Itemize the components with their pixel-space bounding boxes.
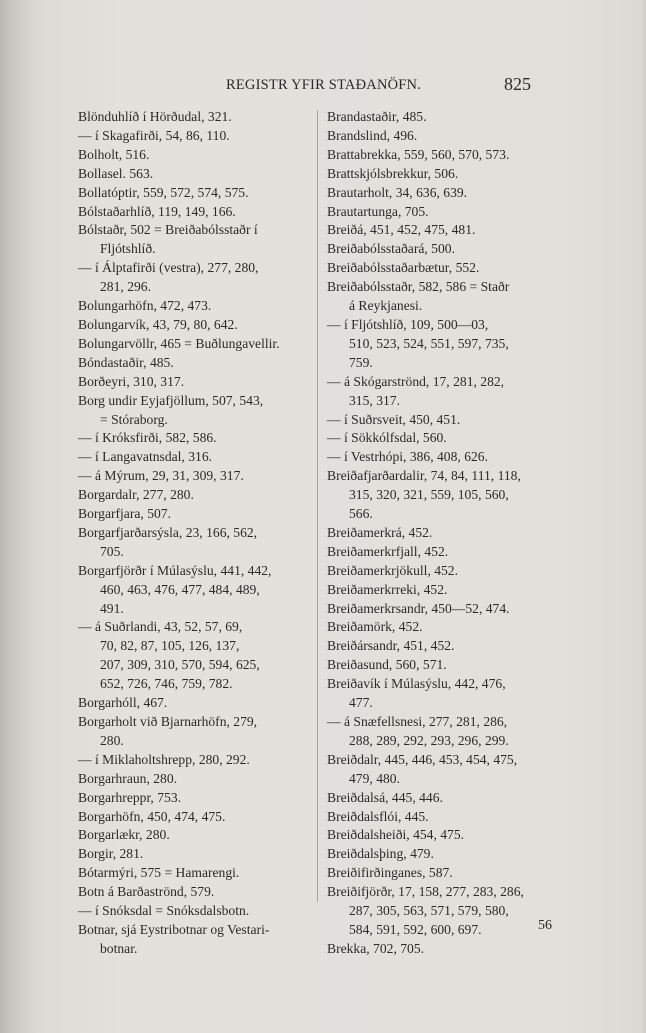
index-entry-line: Breiðavík í Múlasýslu, 442, 476, — [327, 676, 506, 692]
index-entry-continuation: 491. — [100, 600, 124, 616]
index-entry-continuation: 288, 289, 292, 293, 296, 299. — [349, 732, 509, 748]
index-entry — [327, 808, 562, 827]
index-entry — [327, 600, 562, 619]
index-entry — [78, 354, 308, 373]
index-entry — [78, 826, 308, 845]
index-entry — [327, 581, 562, 600]
index-entry-line: Breiðársandr, 451, 452. — [327, 638, 455, 654]
index-entry-continuation: botnar. — [100, 940, 138, 956]
index-entry — [327, 789, 562, 808]
index-entry — [78, 562, 308, 619]
index-entry-line: Bollasel. 563. — [78, 165, 154, 181]
index-entry — [327, 883, 562, 940]
index-entry — [327, 637, 562, 656]
index-entry-line: Borgarfjarðarsýsla, 23, 166, 562, — [78, 524, 258, 540]
index-column-right — [327, 108, 562, 959]
index-entry-continuation: 70, 82, 87, 105, 126, 137, — [100, 638, 240, 654]
index-entry — [78, 770, 308, 789]
index-entry-continuation: 566. — [349, 506, 373, 522]
index-entry — [327, 108, 562, 127]
index-entry-line: — í Vestrhópi, 386, 408, 626. — [327, 449, 488, 465]
index-entry-line: — í Króksfirði, 582, 586. — [78, 430, 217, 446]
index-entry-continuation: Fljótshlíð. — [100, 241, 156, 257]
index-entry-line: Breiðabólsstaðará, 500. — [327, 241, 455, 257]
index-entry — [78, 845, 308, 864]
index-entry-line: Borðeyri, 310, 317. — [78, 373, 185, 389]
index-entry — [327, 259, 562, 278]
index-entry — [327, 524, 562, 543]
index-entry — [327, 940, 562, 959]
index-entry-line: — í Miklaholtshrepp, 280, 292. — [78, 751, 250, 767]
index-entry — [78, 713, 308, 751]
index-entry-line: Bólstaðarhlíð, 119, 149, 166. — [78, 203, 236, 219]
index-entry-line: Bótarmýri, 575 = Hamarengi. — [78, 865, 240, 881]
index-entry — [78, 392, 308, 430]
index-entry-line: — í Langavatnsdal, 316. — [78, 449, 213, 465]
index-entry-line: Breiðifirðinganes, 587. — [327, 865, 453, 881]
index-entry — [78, 127, 308, 146]
index-entry — [327, 467, 562, 524]
index-entry-line: Breiðasund, 560, 571. — [327, 657, 447, 673]
index-entry — [78, 448, 308, 467]
column-divider — [317, 110, 318, 902]
index-entry-line: Bólstaðr, 502 = Breiðabólsstaðr í — [78, 222, 258, 238]
index-entry — [327, 316, 562, 373]
index-entry-line: Borgarlækr, 280. — [78, 827, 170, 843]
index-entry-line: Breiðafjarðardalir, 74, 84, 111, 118, — [327, 468, 521, 484]
index-entry-line: Blönduhlíð í Hörðudal, 321. — [78, 109, 232, 124]
index-entry — [78, 486, 308, 505]
index-entry — [78, 335, 308, 354]
index-entry — [78, 316, 308, 335]
index-entry-line: — í Suðrsveit, 450, 451. — [327, 411, 461, 427]
printer-signature-mark: 56 — [538, 918, 552, 933]
index-entry — [327, 618, 562, 637]
index-entry — [327, 845, 562, 864]
index-entry — [327, 221, 562, 240]
index-entry — [78, 184, 308, 203]
index-entry — [78, 618, 308, 694]
index-entry — [78, 429, 308, 448]
index-entry-continuation: 280. — [100, 732, 124, 748]
index-entry — [327, 184, 562, 203]
index-entry — [78, 221, 308, 259]
index-entry — [78, 902, 308, 921]
index-entry-line: Breiðamerkrreki, 452. — [327, 581, 448, 597]
index-entry-line: Borgarhreppr, 753. — [78, 789, 182, 805]
index-entry — [327, 562, 562, 581]
index-entry — [78, 165, 308, 184]
index-entry — [78, 694, 308, 713]
index-entry-line: Bolungarhöfn, 472, 473. — [78, 298, 212, 314]
index-entry — [327, 864, 562, 883]
index-entry-continuation: 287, 305, 563, 571, 579, 580, — [349, 903, 509, 919]
index-entry-line: Botnar, sjá Eystribotnar og Vestari- — [78, 921, 270, 937]
index-entry — [327, 543, 562, 562]
index-column-left — [78, 108, 308, 959]
index-entry-line: Brandslind, 496. — [327, 127, 418, 143]
index-entry-line: Bolungarvöllr, 465 = Buðlungavellir. — [78, 335, 280, 351]
index-entry — [78, 789, 308, 808]
index-entry-continuation: 652, 726, 746, 759, 782. — [100, 676, 233, 692]
index-entry-continuation: 584, 591, 592, 600, 697. — [349, 921, 482, 937]
index-entry-line: Breiðamerkrsandr, 450—52, 474. — [327, 600, 510, 616]
index-entry — [78, 373, 308, 392]
index-entry — [327, 656, 562, 675]
index-entry-line: Breiðdalsflói, 445. — [327, 808, 429, 824]
index-entry-line: Bolholt, 516. — [78, 146, 150, 162]
index-entry — [78, 883, 308, 902]
index-entry-line: — á Mýrum, 29, 31, 309, 317. — [78, 468, 244, 484]
index-entry — [327, 146, 562, 165]
index-entry-line: — á Snæfellsnesi, 277, 281, 286, — [327, 714, 508, 729]
index-entry-line: Breiðabólsstaðarbætur, 552. — [327, 260, 480, 276]
index-entry-continuation: 315, 317. — [349, 392, 400, 408]
index-entry-continuation: 479, 480. — [349, 770, 400, 786]
index-entry-line: Brekka, 702, 705. — [327, 940, 425, 956]
index-entry — [78, 808, 308, 827]
index-entry — [78, 921, 308, 959]
index-entry-continuation: 207, 309, 310, 570, 594, 625, — [100, 657, 260, 673]
page-number: 825 — [504, 74, 531, 94]
index-entry-line: Borgarhraun, 280. — [78, 770, 178, 786]
index-entry-line: Brautarholt, 34, 636, 639. — [327, 184, 468, 200]
index-entry-line: Breiðá, 451, 452, 475, 481. — [327, 222, 476, 238]
index-entry-continuation: 460, 463, 476, 477, 484, 489, — [100, 581, 260, 597]
index-entry-line: Brandastaðir, 485. — [327, 109, 427, 124]
index-entry — [78, 146, 308, 165]
index-entry-continuation: 477. — [349, 695, 373, 711]
index-entry — [327, 448, 562, 467]
index-entry-line: — á Suðrlandi, 43, 52, 57, 69, — [78, 619, 243, 635]
index-entry — [78, 505, 308, 524]
index-entry-continuation: 315, 320, 321, 559, 105, 560, — [349, 487, 509, 503]
index-entry — [78, 864, 308, 883]
index-entry-line: Borgardalr, 277, 280. — [78, 487, 194, 503]
index-entry — [78, 259, 308, 297]
index-entry-continuation: = Stóraborg. — [100, 411, 168, 427]
index-entry — [78, 203, 308, 222]
index-entry — [78, 297, 308, 316]
index-entry-line: — í Fljótshlíð, 109, 500—03, — [327, 316, 489, 332]
index-entry-line: Borgarhöfn, 450, 474, 475. — [78, 808, 226, 824]
index-entry-line: Breiðamerkrfjall, 452. — [327, 543, 449, 559]
index-entry-continuation: 281, 296. — [100, 279, 151, 295]
index-entry-line: Breiðamerkrjökull, 452. — [327, 562, 458, 578]
index-entry — [327, 165, 562, 184]
index-entry-line: Borgir, 281. — [78, 846, 144, 862]
index-entry-line: Brattabrekka, 559, 560, 570, 573. — [327, 146, 510, 162]
index-entry-continuation: 705. — [100, 543, 124, 559]
index-entry-line: — á Skógarströnd, 17, 281, 282, — [327, 373, 505, 389]
index-entry-line: Brattskjólsbrekkur, 506. — [327, 165, 459, 181]
index-entry — [327, 411, 562, 430]
index-entry-line: Bolungarvík, 43, 79, 80, 642. — [78, 316, 238, 332]
index-entry — [327, 240, 562, 259]
index-entry-line: Bollatóptir, 559, 572, 574, 575. — [78, 184, 249, 200]
page-title: REGISTR YFIR STAÐANÖFN. — [226, 77, 422, 93]
index-entry — [327, 278, 562, 316]
index-entry — [327, 713, 562, 751]
index-entry — [327, 429, 562, 448]
index-entry — [78, 108, 308, 127]
index-entry-line: Breiðdalsþing, 479. — [327, 846, 434, 862]
index-entry-continuation: 510, 523, 524, 551, 597, 735, — [349, 335, 509, 351]
index-entry — [327, 203, 562, 222]
index-entry-line: — í Sökkólfsdal, 560. — [327, 430, 447, 446]
index-entry-line: Borgarfjara, 507. — [78, 506, 171, 522]
index-entry — [327, 373, 562, 411]
index-entry-line: Borgarhóll, 467. — [78, 695, 168, 711]
index-entry — [327, 826, 562, 845]
index-entry-line: Breiðdalsá, 445, 446. — [327, 789, 443, 805]
index-entry-line: — í Snóksdal = Snóksdalsbotn. — [78, 903, 250, 919]
index-entry-line: Breiðdalsheiði, 454, 475. — [327, 827, 465, 843]
index-entry-line: Bóndastaðir, 485. — [78, 354, 174, 370]
index-entry-line: Borgarfjörðr í Múlasýslu, 441, 442, — [78, 562, 272, 578]
index-entry-line: Breiðifjörðr, 17, 158, 277, 283, 286, — [327, 884, 524, 900]
index-entry-line: — í Álptafirði (vestra), 277, 280, — [78, 260, 259, 276]
index-entry-continuation: 759. — [349, 354, 373, 370]
index-entry — [327, 127, 562, 146]
index-entry-line: Borgarholt við Bjarnarhöfn, 279, — [78, 714, 258, 729]
index-entry-line: Brautartunga, 705. — [327, 203, 429, 219]
running-head — [0, 73, 646, 97]
index-entry — [78, 751, 308, 770]
index-entry-line: — í Skagafirði, 54, 86, 110. — [78, 127, 230, 143]
index-entry-line: Breiðabólsstaðr, 582, 586 = Staðr — [327, 279, 510, 295]
index-entry-line: Breiðamerkrá, 452. — [327, 524, 433, 540]
index-entry — [327, 675, 562, 713]
index-entry-line: Botn á Barðaströnd, 579. — [78, 884, 215, 900]
index-entry — [78, 524, 308, 562]
index-entry-line: Breiðamörk, 452. — [327, 619, 423, 635]
index-entry — [327, 751, 562, 789]
index-entry-line: Breiðdalr, 445, 446, 453, 454, 475, — [327, 751, 518, 767]
index-entry — [78, 467, 308, 486]
index-entry-line: Borg undir Eyjafjöllum, 507, 543, — [78, 392, 264, 408]
index-entry-continuation: á Reykjanesi. — [349, 298, 423, 314]
